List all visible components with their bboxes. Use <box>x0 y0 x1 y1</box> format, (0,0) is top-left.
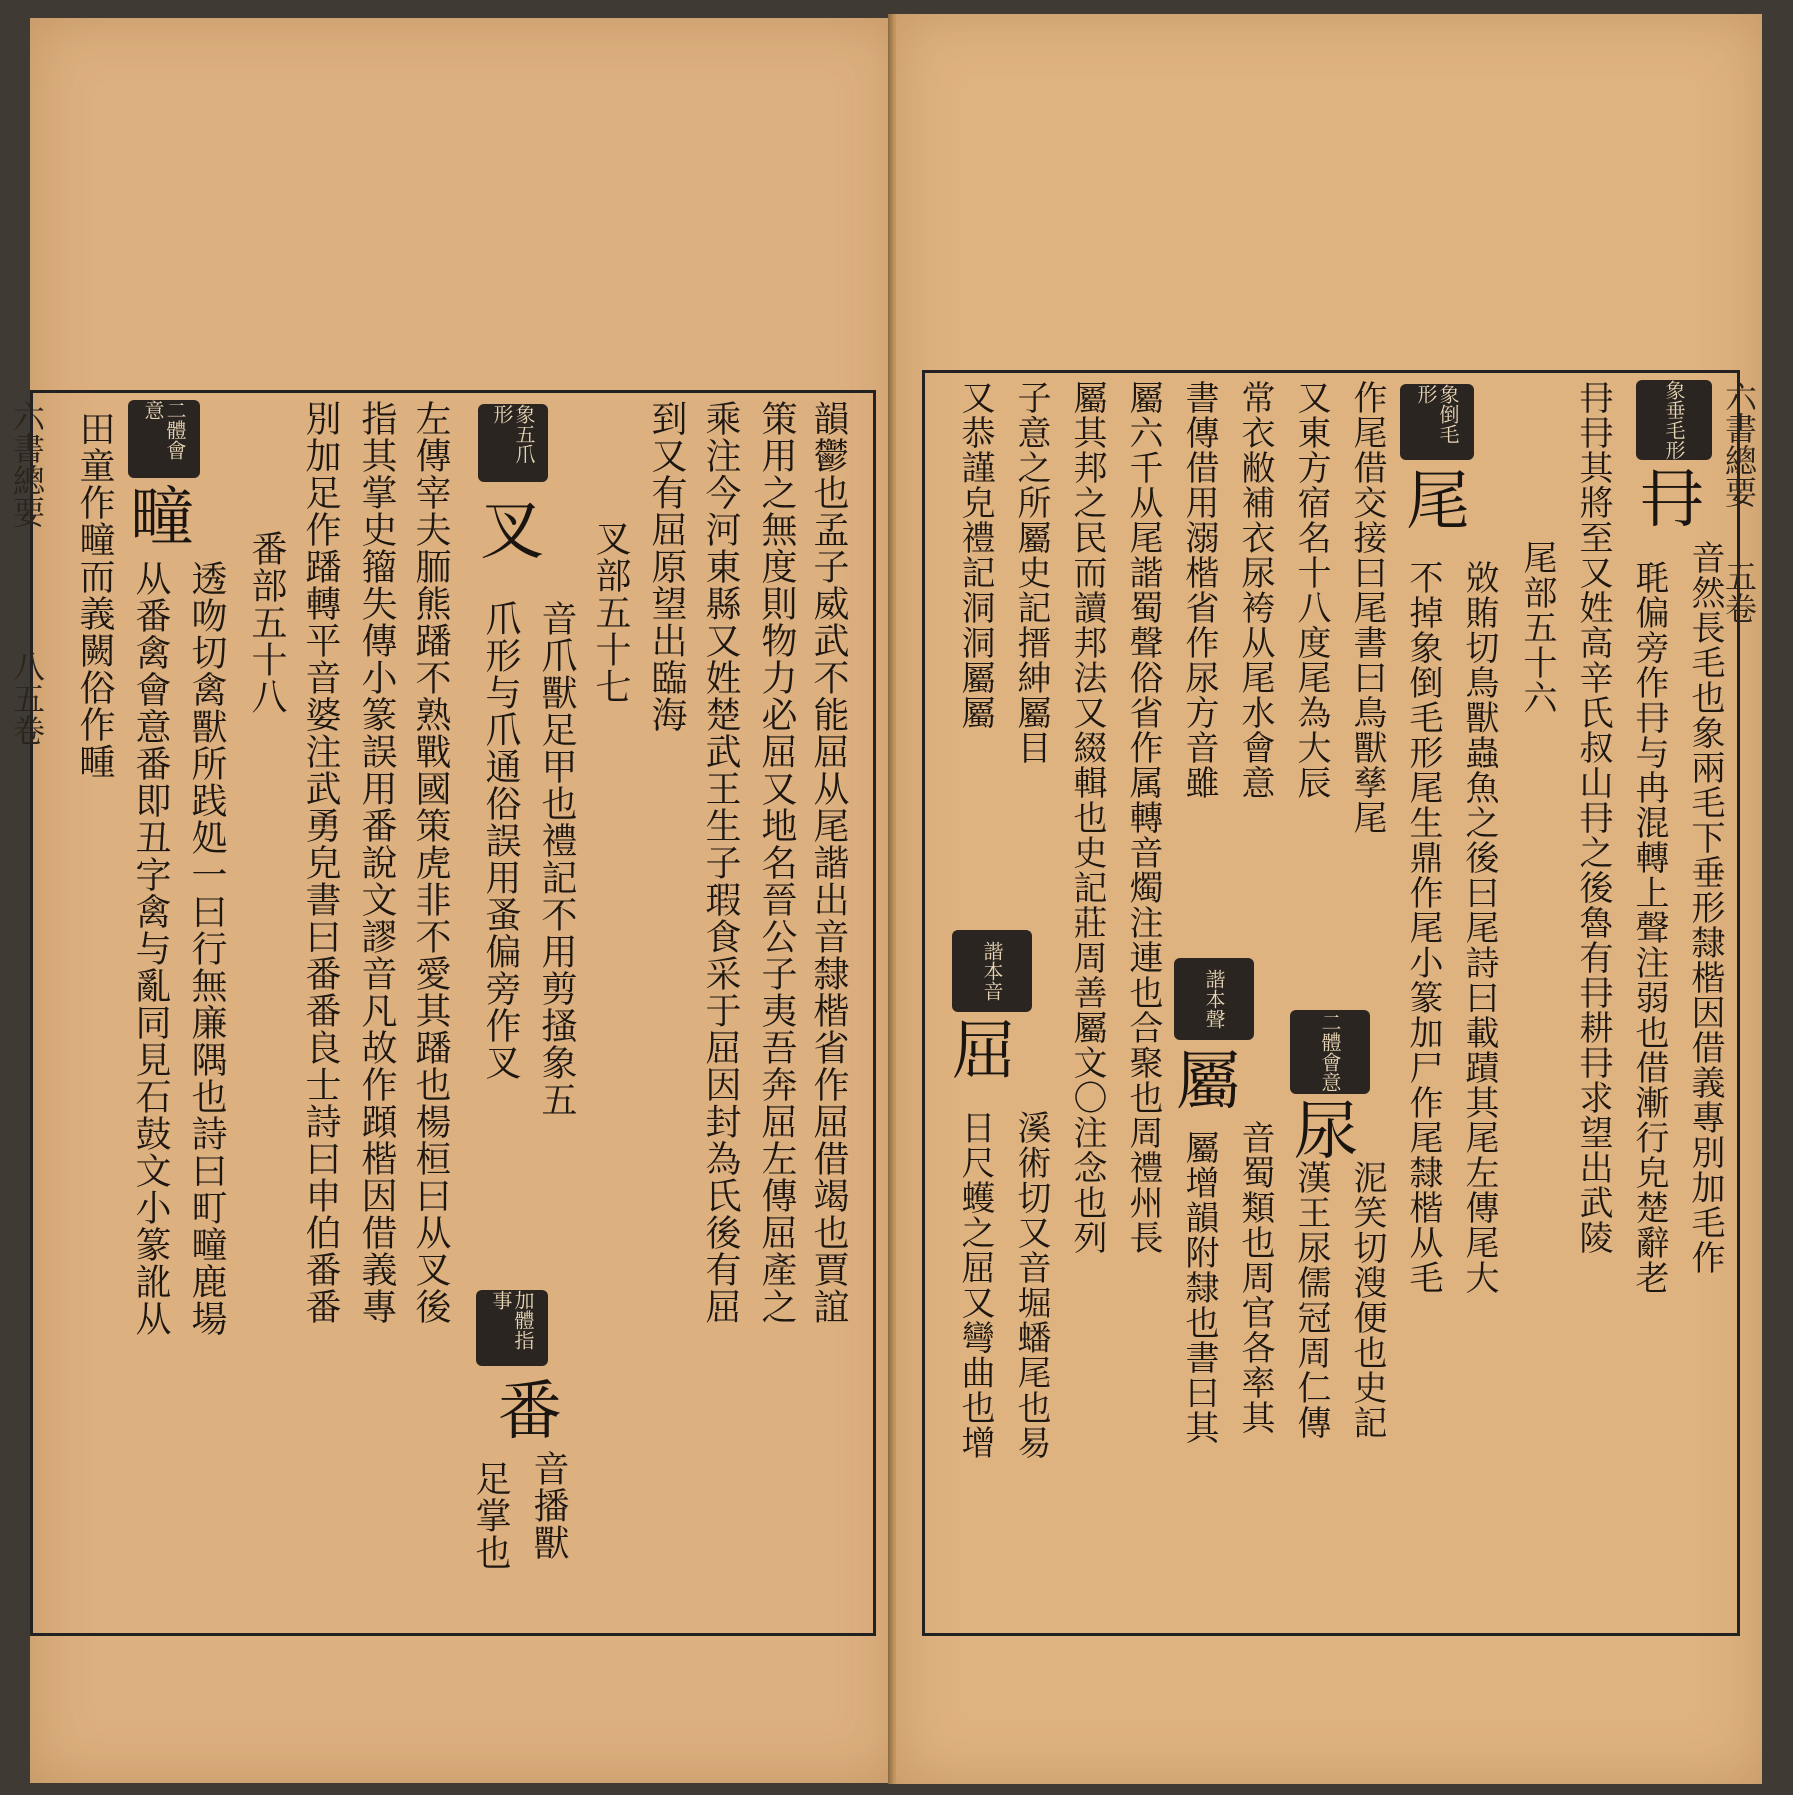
right-seal-1: 冄 <box>1640 463 1704 537</box>
right-badge-2: 象倒毛形 <box>1400 384 1474 460</box>
right-col-9: 泥笑切溲便也史記 <box>1347 1160 1387 1440</box>
left-col-2: 策用之無度則物力必屈又地名晉公子夷吾奔屈左傳屈產之 <box>756 400 797 1325</box>
right-col-17: 子意之所屬史記搢紳屬目 <box>1011 380 1051 765</box>
right-col-18: 溪術切又音堀蟠尾也易 <box>1011 1110 1051 1460</box>
left-seal-3: 疃 <box>130 481 194 555</box>
left-seal-2: 番 <box>498 1375 562 1449</box>
left-col-15: 从番禽會意番即丑字禽与亂同見石鼓文小篆訛从 <box>130 560 171 1337</box>
left-col-3: 乘注今河東縣又姓楚武王生子瑕食采于屈因封為氏後有屈 <box>700 400 741 1325</box>
left-margin-title: 六書總要 <box>8 400 46 528</box>
right-col-4-section: 尾部五十六 <box>1517 540 1557 715</box>
left-col-8: 足掌也 <box>470 1460 511 1571</box>
left-col-1: 韻鬱也孟子威武不能屈从尾諧出音隸楷省作屈借竭也賈誼 <box>808 400 849 1325</box>
right-col-5: 敚賄切鳥獸蟲魚之後曰尾詩曰載蹟其尾左傳尾大 <box>1459 560 1499 1295</box>
left-col-6: 音爪獸足甲也禮記不用剪搔象五 <box>536 600 577 1118</box>
right-seal-5: 屈 <box>952 1015 1016 1089</box>
right-col-13: 音蜀類也周官各率其 <box>1235 1120 1275 1435</box>
left-col-14: 透吻切禽獸所践処一曰行無廉隅也詩曰町疃鹿場 <box>186 560 227 1337</box>
left-col-12: 別加足作蹯轉平音婆注武勇皃書曰番番良士詩曰申伯番番 <box>300 400 341 1325</box>
left-badge-3: 二體會意 <box>128 400 200 478</box>
right-col-6: 不掉象倒毛形尾生鼎作尾小篆加尸作尾隸楷从毛 <box>1403 560 1443 1295</box>
right-seal-4: 屬 <box>1176 1045 1240 1119</box>
left-col-10: 左傳宰夫胹熊蹯不熟戰國策虎非不愛其蹯也楊桓曰从叉後 <box>410 400 451 1325</box>
right-col-16: 屬其邦之民而讀邦法又綴輯也史記莊周善屬文〇注念也列 <box>1067 380 1107 1255</box>
left-col-11: 指其掌史籀失傳小篆誤用番說文謬音凡故作蹞楷因借義專 <box>356 400 397 1325</box>
right-col-8: 又東方宿名十八度尾為大辰 <box>1291 380 1331 800</box>
left-col-7: 爪形与爪通俗誤用蚤偏旁作叉 <box>480 600 521 1081</box>
left-seal-1: 叉 <box>480 495 544 569</box>
right-col-2: 毦偏旁作冄与冉混轉上聲注弱也借漸行皃楚辭老 <box>1629 560 1669 1295</box>
right-badge-1: 象垂毛形 <box>1636 380 1712 460</box>
left-badge-1: 象五爪形 <box>478 404 548 482</box>
left-margin-volume: 八五卷 <box>8 650 46 746</box>
right-col-10: 漢王尿儒冠周仁傳 <box>1291 1160 1331 1440</box>
right-badge-3: 二體會意 <box>1290 1010 1370 1094</box>
right-badge-5: 諧本音 <box>952 930 1032 1012</box>
left-col-5-section: 叉部五十七 <box>590 520 631 705</box>
left-col-16: 田童作疃而義闕俗作畽 <box>74 410 115 780</box>
right-seal-2: 尾 <box>1406 465 1470 539</box>
right-col-20: 又恭謹皃禮記洞洞屬屬 <box>955 380 995 730</box>
right-badge-4: 諧本聲 <box>1174 958 1254 1040</box>
right-col-7: 作尾借交接曰尾書曰鳥獸孳尾 <box>1347 380 1387 835</box>
right-margin-title: 六書總要 <box>1720 380 1758 508</box>
left-col-4: 到又有屈原望出臨海 <box>646 400 687 733</box>
right-seal-3: 尿 <box>1294 1095 1358 1169</box>
right-col-1: 音然長毛也象兩毛下垂形隸楷因借義專別加毛作 <box>1685 540 1725 1275</box>
right-col-3: 冄冄其將至又姓高辛氏叔山冄之後魯有冄耕冄求望出武陵 <box>1573 380 1613 1255</box>
right-margin-volume: 五卷 <box>1720 560 1758 624</box>
right-col-12: 書傳借用溺楷省作尿方音雖 <box>1179 380 1219 800</box>
left-badge-2: 加體指事 <box>476 1290 548 1366</box>
right-col-15: 屬六千从尾諧蜀聲俗省作属轉音燭注連也合聚也周禮州長 <box>1123 380 1163 1255</box>
left-col-9: 音播獸 <box>528 1450 569 1561</box>
right-col-11: 常衣敝補衣尿袴从尾水會意 <box>1235 380 1275 800</box>
left-col-13-section: 番部五十八 <box>246 530 287 715</box>
right-col-14: 屬增韻附隸也書曰其 <box>1179 1130 1219 1445</box>
right-col-19: 日尺蠖之屈又彎曲也增 <box>955 1110 995 1460</box>
